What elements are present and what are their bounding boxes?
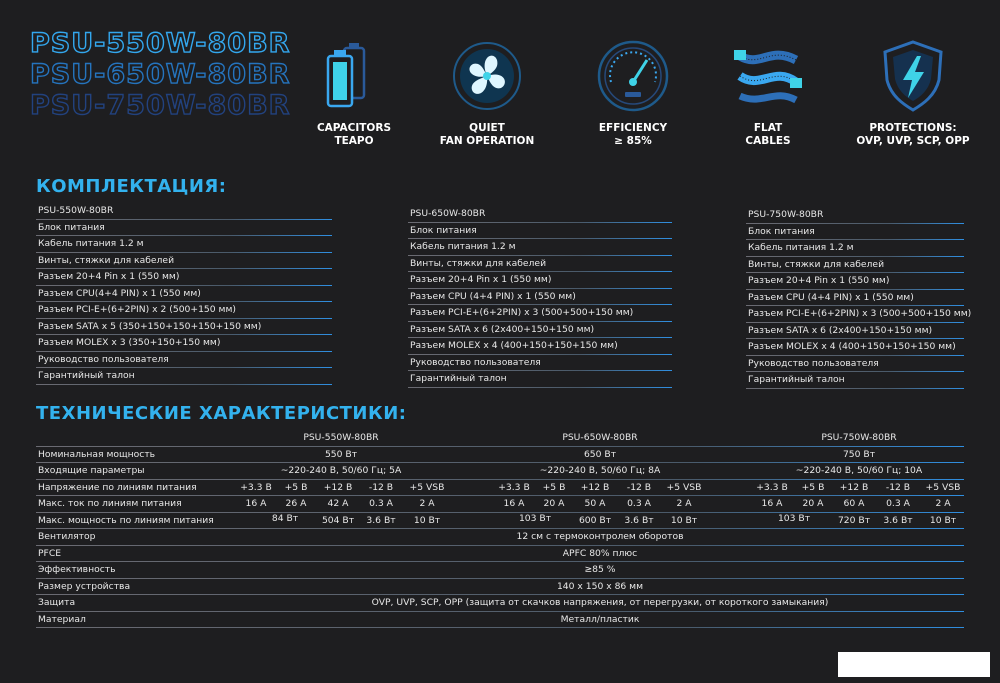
specs-value: 550 Вт [324,448,358,460]
specs-subvalue: +12 В [323,481,353,493]
kit-item: PSU-650W-80BR [408,206,672,223]
specs-subvalue: 103 Вт [518,512,552,524]
kit-item: Гарантийный талон [746,372,964,389]
specs-subvalue: 720 Вт [837,514,871,526]
specs-subvalue: 3.6 Вт [624,514,654,526]
specs-model-header: PSU-650W-80BR [562,432,638,443]
kit-item: Разъем 20+4 Pin x 1 (550 мм) [36,269,332,286]
kit-item: Кабель питания 1.2 м [746,240,964,257]
kit-item: Разъем SATA x 5 (350+150+150+150+150 мм) [36,319,332,336]
specs-value: ~220-240 В, 50/60 Гц; 8А [539,465,661,476]
specs-subvalue: 2 А [935,498,951,509]
specs-subvalue: +5 В [801,481,825,493]
specs-value: ≥85 % [584,564,616,575]
specs-subvalue: +5 VSB [925,481,961,493]
kit-item: Разъем CPU(4+4 PIN) x 1 (550 мм) [36,286,332,303]
fan-icon [449,38,525,114]
specs-subvalue: -12 В [626,481,652,493]
feature-label: PROTECTIONS: OVP, UVP, SCP, OPP [856,122,970,147]
kit-item: Винты, стяжки для кабелей [408,256,672,273]
specs-label: Эффективность [38,564,116,575]
specs-subvalue: 0.3 А [886,498,910,509]
specs-row [36,447,964,464]
specs-row [36,595,964,612]
shield-lightning-icon [875,38,951,114]
specs-subvalue: 3.6 Вт [883,514,913,526]
specs-subvalue: +3.3 В [756,481,788,493]
specs-subvalue: 60 А [843,498,865,509]
specs-header-row [36,430,964,447]
specs-row [36,480,964,497]
kit-item: Разъем MOLEX x 3 (350+150+150 мм) [36,335,332,352]
specs-subvalue: 20 А [802,498,824,509]
kit-item: Руководство пользователя [408,355,672,372]
model-name-650: PSU-650W-80BR [30,59,291,90]
specs-subvalue: 10 Вт [670,514,698,526]
specs-value: APFC 80% плюс [562,547,638,559]
specs-subvalue: 2 А [676,498,692,509]
specs-subvalue: +5 VSB [666,481,702,493]
specs-value: ~220-240 В, 50/60 Гц; 5А [280,465,402,476]
specs-subvalue: 16 А [503,498,525,509]
specs-subvalue: 42 А [327,498,349,509]
kit-column-550 [36,203,332,385]
specs-subvalue: 10 Вт [929,514,957,526]
feature-label: QUIET FAN OPERATION [439,122,535,147]
specs-model-header: PSU-550W-80BR [303,432,379,443]
specs-subvalue: -12 В [368,481,394,493]
kit-item: Разъем SATA x 6 (2x400+150+150 мм) [408,322,672,339]
specs-row [36,513,964,530]
specs-row [36,546,964,563]
kit-item: Блок питания [408,223,672,240]
kit-item: PSU-550W-80BR [36,203,332,220]
specs-subvalue: 16 А [761,498,783,509]
specs-value: 650 Вт [583,448,617,460]
kit-item: Разъем PCI-E+(6+2PIN) x 3 (500+500+150 мм) [746,306,964,323]
kit-item: Разъем PCI-E+(6+2PIN) x 3 (500+500+150 мм) [408,305,672,322]
specs-subvalue: 0.3 А [369,498,393,509]
kit-item: Разъем CPU (4+4 PIN) x 1 (550 мм) [408,289,672,306]
specs-subvalue: 16 А [245,498,267,509]
specs-value: 750 Вт [842,448,876,460]
feature-capacitors [279,38,429,148]
specs-label: Материал [38,613,86,625]
specs-value: 140 x 150 x 86 мм [556,580,644,592]
specs-subvalue: 50 А [584,498,606,509]
specs-value: OVP, UVP, SCP, OPP (защита от скачков напряжения, от перегрузки, от короткого замыкания) [371,597,829,608]
kit-item: Блок питания [36,220,332,237]
specs-value: ~220-240 В, 50/60 Гц; 10А [795,465,923,476]
specs-subvalue: 2 А [419,498,435,509]
specs-subvalue: +5 VSB [409,481,445,493]
specs-subvalue: +12 В [580,481,610,493]
specs-row [36,579,964,596]
specs-subvalue: +3.3 В [498,481,530,493]
specs-table [36,430,964,628]
feature-protections [838,38,988,148]
feature-label: CAPACITORS TEAPO [316,122,392,147]
kit-item: Руководство пользователя [36,352,332,369]
kit-item: Разъем SATA x 6 (2x400+150+150 мм) [746,323,964,340]
kit-item: Винты, стяжки для кабелей [746,257,964,274]
specs-value: 12 см с термоконтролем оборотов [516,531,684,542]
feature-label: FLAT CABLES [745,122,791,147]
feature-label: EFFICIENCY ≥ 85% [598,122,668,147]
kit-item: Винты, стяжки для кабелей [36,253,332,270]
kit-item: Разъем MOLEX x 4 (400+150+150+150 мм) [746,339,964,356]
specs-title: ТЕХНИЧЕСКИЕ ХАРАКТЕРИСТИКИ: [36,403,407,424]
specs-subvalue: 84 Вт [271,512,299,524]
specs-subvalue: +5 В [542,481,566,493]
specs-model-header: PSU-750W-80BR [821,432,897,443]
specs-label: Входящие параметры [38,465,145,476]
specs-label: Макс. ток по линиям питания [38,498,182,509]
capacitor-icon [316,38,392,114]
kit-item: Гарантийный талон [408,371,672,388]
model-name-550: PSU-550W-80BR [30,28,291,59]
kit-item: Разъем MOLEX x 4 (400+150+150+150 мм) [408,338,672,355]
specs-row [36,612,964,629]
specs-value: Металл/пластик [560,613,640,625]
specs-subvalue: 0.3 А [627,498,651,509]
kit-item: PSU-750W-80BR [746,207,964,224]
specs-subvalue: 3.6 Вт [366,514,396,526]
specs-subvalue: +3.3 В [240,481,272,493]
specs-label: Размер устройства [38,580,131,592]
specs-subvalue: 103 Вт [777,512,811,524]
specs-row [36,562,964,579]
kit-item: Гарантийный талон [36,368,332,385]
feature-flat-cables [693,38,843,148]
specs-label: PFCE [38,547,62,559]
specs-label: Защита [38,597,76,608]
specs-subvalue: +12 В [839,481,869,493]
specs-label: Вентилятор [38,531,96,542]
specs-subvalue: -12 В [885,481,911,493]
specs-label: Макс. мощность по линиям питания [38,514,214,526]
kit-item: Разъем PCI-E+(6+2PIN) x 2 (500+150 мм) [36,302,332,319]
white-patch [838,652,990,677]
specs-subvalue: 20 А [543,498,565,509]
model-names [30,28,290,121]
specs-subvalue: 600 Вт [578,514,612,526]
specs-subvalue: 10 Вт [413,514,441,526]
kit-item: Блок питания [746,224,964,241]
specs-label: Номинальная мощность [38,448,156,460]
kit-column-650 [408,206,672,388]
kit-item: Разъем 20+4 Pin x 1 (550 мм) [408,272,672,289]
kit-title: КОМПЛЕКТАЦИЯ: [36,176,227,197]
kit-item: Руководство пользователя [746,356,964,373]
specs-row [36,529,964,546]
specs-row [36,463,964,480]
specs-label: Напряжение по линиям питания [38,481,197,493]
specs-subvalue: 26 А [285,498,307,509]
feature-efficiency [558,38,708,148]
kit-item: Кабель питания 1.2 м [36,236,332,253]
model-name-750: PSU-750W-80BR [30,90,291,121]
kit-column-750 [746,207,972,389]
gauge-icon [595,38,671,114]
kit-item: Разъем 20+4 Pin x 1 (550 мм) [746,273,964,290]
specs-subvalue: +5 В [284,481,308,493]
feature-fan [412,38,562,148]
kit-item: Кабель питания 1.2 м [408,239,672,256]
specs-row [36,496,964,513]
specs-subvalue: 504 Вт [321,514,355,526]
kit-item: Разъем CPU (4+4 PIN) x 1 (550 мм) [746,290,964,307]
flat-cable-icon [730,38,806,114]
